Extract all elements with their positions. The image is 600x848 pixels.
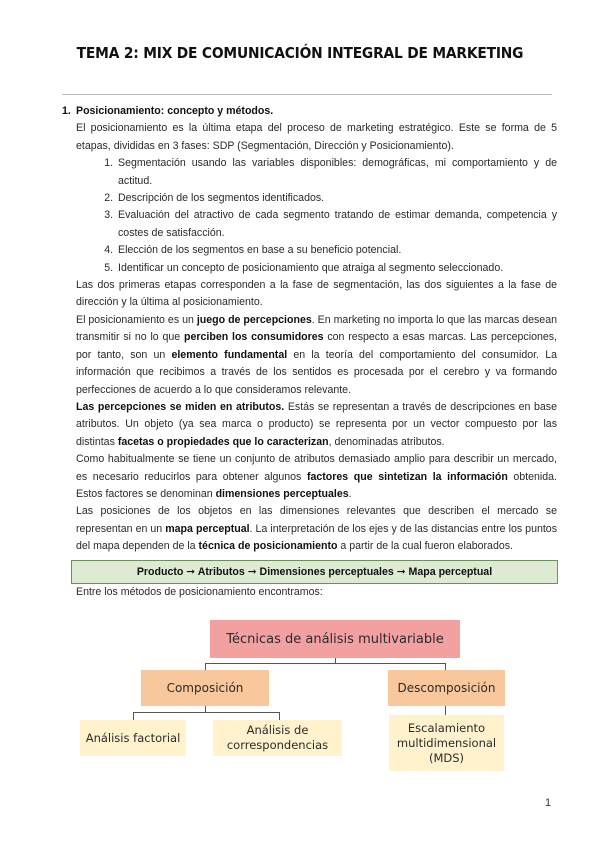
list-item: 1. Segmentación usando las variables disponibles: demográficas, mi comportamiento y de actitud. <box>116 155 557 190</box>
stages-list <box>76 155 557 277</box>
connector-line <box>133 712 280 713</box>
diagram-node-composicion: Composición <box>141 670 269 706</box>
intro-paragraph: El posicionamiento es la última etapa del proceso de marketing estratégico. Este se forma de 5 etapas, divididas en 3 fases: SDP (Segmentación, Dirección y Posicionamiento). <box>76 122 557 152</box>
diagram-node-descomposicion: Descomposición <box>388 670 505 706</box>
list-item: 4. Elección de los segmentos en base a su beneficio potencial. <box>116 242 557 259</box>
diagram-root-node: Técnicas de análisis multivariable <box>210 620 460 658</box>
connector-line <box>279 712 280 720</box>
section-heading <box>62 103 557 120</box>
document-body <box>62 103 557 601</box>
connector-line <box>445 706 446 715</box>
title-divider <box>62 94 552 95</box>
map-paragraph: Las posiciones de los objetos en las dimensiones relevantes que describen el mercado se representan en un mapa perceptual. La interpretación de los ejes y de las distancias entre los puntos del mapa dependen de la técnica de posicionamiento a partir de la cual fueron elaborados. <box>76 505 557 553</box>
connector-line <box>205 663 206 670</box>
perceptions-paragraph: El posicionamiento es un juego de percepciones. En marketing no importa lo que las marcas desean transmitir si no lo que perciben los consumidores con respecto a esas marcas. Las percepciones, por tanto, son un elemento fundamental en la teoría del comportamiento del consumidor. La información que recibimos a través de los sentidos es procesada por el cerebro y va formando perfecciones de acuerdo a lo que consideramos relevante. <box>76 313 557 396</box>
list-item: 5. Identificar un concepto de posicionamiento que atraiga al segmento seleccionado. <box>116 260 557 277</box>
diagram-node-factorial: Análisis factorial <box>80 720 186 756</box>
page-number: 1 <box>545 797 552 809</box>
diagram-node-correspondencias: Análisis de correspondencias <box>213 720 342 756</box>
process-box: Producto ➞ Atributos ➞ Dimensiones perceptuales ➞ Mapa perceptual <box>71 560 558 584</box>
connector-line <box>133 712 134 720</box>
phases-paragraph: Las dos primeras etapas corresponden a la fase de segmentación, las dos siguientes a la fase de dirección y la última al posicionamiento. <box>76 279 557 309</box>
dimensions-paragraph: Como habitualmente se tiene un conjunto de atributos demasiado amplio para describir un mercado, es necesario reducirlos para obtener algunos factores que sintetizan la información obtenida. Estos factores se denominan dimensiones perceptuales. <box>76 453 557 500</box>
list-item: 2. Descripción de los segmentos identificados. <box>116 190 557 207</box>
attributes-paragraph: Las percepciones se miden en atributos. Estás se representan a través de descripciones en base atributos. Un objeto (ya sea marca o producto) se representa por un vector compuesto por las distintas facetas o propiedades que lo caracterizan, denominadas atributos. <box>76 400 557 448</box>
methods-intro: Entre los métodos de posicionamiento encontramos: <box>76 585 323 598</box>
section-number: 1. <box>62 105 71 117</box>
section-heading-text: Posicionamiento: concepto y métodos. <box>76 105 274 117</box>
connector-line <box>445 663 446 670</box>
connector-line <box>205 663 446 664</box>
list-item: 3. Evaluación del atractivo de cada segmento tratando de estimar demanda, competencia y costes de satisfacción. <box>116 207 557 242</box>
page-title: TEMA 2: MIX DE COMUNICACIÓN INTEGRAL DE MARKETING <box>76 44 524 62</box>
diagram-node-mds: Escalamiento multidimensional (MDS) <box>389 715 504 771</box>
